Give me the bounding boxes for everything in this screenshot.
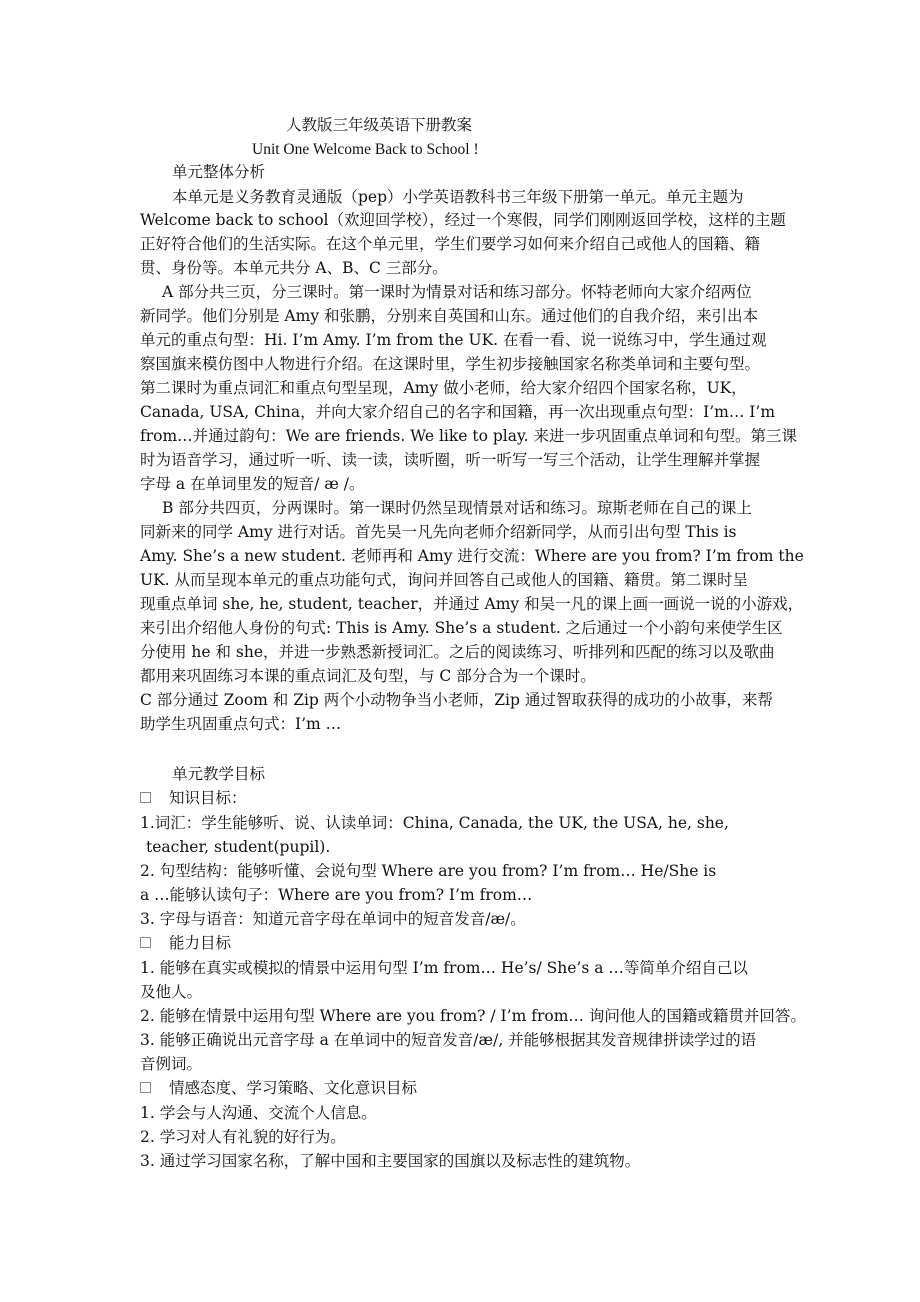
bullet-box-icon bbox=[140, 1082, 151, 1093]
subheading-ability bbox=[140, 932, 800, 955]
paragraph-line: C 部分通过 Zoom 和 Zip 两个小动物争当小老师，Zip 通过智取获得的成功的小故事，来帮 bbox=[140, 691, 773, 709]
paragraph-line: UK. 从而呈现本单元的重点功能句式，询问并回答自己或他人的国籍、籍贯。第二课时呈 bbox=[140, 571, 748, 589]
paragraph-line: 来引出介绍他人身份的句式: This is Amy. She’s a student. 之后通过一个小韵句来使学生区 bbox=[140, 619, 783, 637]
list-item: 3. 能够正确说出元音字母 a 在单词中的短音发音/æ/, 并能够根据其发音规律拼读学过的语 bbox=[140, 1031, 757, 1049]
paragraph-line: 本单元是义务教育灵通版（pep）小学英语教科书三年级下册第一单元。单元主题为 bbox=[172, 188, 744, 206]
paragraph-line: Amy. She’s a new student. 老师再和 Amy 进行交流：Where are you from? I’m from the bbox=[140, 547, 804, 565]
paragraph-line: 都用来巩固练习本课的重点词汇及句型，与 C 部分合为一个课时。 bbox=[140, 667, 596, 685]
list-item: 1. 能够在真实或模拟的情景中运用句型 I’m from… He’s/ She’s a …等简单介绍自己以 bbox=[140, 959, 748, 977]
paragraph-line: 正好符合他们的生活实际。在这个单元里，学生们要学习如何来介绍自己或他人的国籍、籍 bbox=[140, 235, 761, 253]
list-item: 3. 字母与语音：知道元音字母在单词中的短音发音/æ/。 bbox=[140, 910, 526, 928]
list-item: 1. 学会与人沟通、交流个人信息。 bbox=[140, 1104, 377, 1122]
paragraph-line: from…并通过韵句：We are friends. We like to play. 来进一步巩固重点单词和句型。第三课 bbox=[140, 427, 798, 445]
paragraph-line: 助学生巩固重点句式：I’m … bbox=[140, 715, 342, 733]
paragraph-line: A 部分共三页，分三课时。第一课时为情景对话和练习部分。怀特老师向大家介绍两位 bbox=[162, 283, 752, 301]
list-item: 3. 通过学习国家名称，了解中国和主要国家的国旗以及标志性的建筑物。 bbox=[140, 1152, 641, 1170]
subheading-text: 情感态度、学习策略、文化意识目标 bbox=[169, 1079, 418, 1097]
list-item: 音例词。 bbox=[140, 1055, 203, 1073]
section-heading-goals: 单元教学目标 bbox=[172, 765, 266, 783]
list-item: a …能够认读句子：Where are you from? I’m from… bbox=[140, 886, 533, 904]
list-item: 2. 能够在情景中运用句型 Where are you from? / I’m from… 询问他人的国籍或籍贯并回答。 bbox=[140, 1007, 806, 1025]
paragraph-line: 现重点单词 she, he, student, teacher，并通过 Amy 和吴一凡的课上画一画说一说的小游戏， bbox=[140, 595, 804, 613]
document-subtitle: Unit One Welcome Back to School ! bbox=[252, 141, 479, 158]
paragraph-line: 分使用 he 和 she，并进一步熟悉新授词汇。之后的阅读练习、听排列和匹配的练习以及歌曲 bbox=[140, 643, 775, 661]
subheading-knowledge bbox=[140, 787, 800, 810]
subheading-text: 知识目标： bbox=[169, 789, 247, 807]
section-heading-analysis: 单元整体分析 bbox=[172, 163, 266, 181]
list-item: teacher, student(pupil). bbox=[146, 838, 331, 856]
list-item: 及他人。 bbox=[140, 983, 203, 1001]
paragraph-line: Canada, USA, China，并向大家介绍自己的名字和国籍，再一次出现重点句型：I’m… I’m bbox=[140, 403, 776, 421]
paragraph-line: 贯、身份等。本单元共分 A、B、C 三部分。 bbox=[140, 259, 448, 277]
paragraph-line: 第二课时为重点词汇和重点句型呈现，Amy 做小老师，给大家介绍四个国家名称，UK， bbox=[140, 379, 747, 397]
paragraph-line: 时为语音学习，通过听一听、读一读，读听圈，听一听写一写三个活动，让学生理解并掌握 bbox=[140, 451, 761, 469]
paragraph-line: 单元的重点句型：Hi. I’m Amy. I’m from the UK. 在看一看、说一说练习中，学生通过观 bbox=[140, 331, 767, 349]
document-title: 人教版三年级英语下册教案 bbox=[286, 116, 473, 134]
subheading-text: 能力目标 bbox=[169, 934, 232, 952]
paragraph-line: 同新来的同学 Amy 进行对话。首先吴一凡先向老师介绍新同学，从而引出句型 This is bbox=[140, 523, 737, 541]
list-item: 2. 句型结构：能够听懂、会说句型 Where are you from? I’m from… He/She is bbox=[140, 862, 717, 880]
list-item: 2. 学习对人有礼貌的好行为。 bbox=[140, 1128, 346, 1146]
paragraph-line: B 部分共四页，分两课时。第一课时仍然呈现情景对话和练习。琼斯老师在自己的课上 bbox=[162, 499, 752, 517]
bullet-box-icon bbox=[140, 792, 151, 803]
paragraph-line: 字母 a 在单词里发的短音/ æ /。 bbox=[140, 475, 365, 493]
paragraph-line: 察国旗来模仿图中人物进行介绍。在这课时里，学生初步接触国家名称类单词和主要句型。 bbox=[140, 355, 761, 373]
paragraph-line: Welcome back to school（欢迎回学校），经过一个寒假，同学们刚刚返回学校，这样的主题 bbox=[140, 211, 786, 229]
list-item: 1.词汇：学生能够听、说、认读单词：China, Canada, the UK, the USA, he, she, bbox=[140, 814, 729, 832]
bullet-box-icon bbox=[140, 937, 151, 948]
subheading-attitude bbox=[140, 1077, 800, 1100]
paragraph-line: 新同学。他们分别是 Amy 和张鹏，分别来自英国和山东。通过他们的自我介绍，来引出本 bbox=[140, 307, 759, 325]
